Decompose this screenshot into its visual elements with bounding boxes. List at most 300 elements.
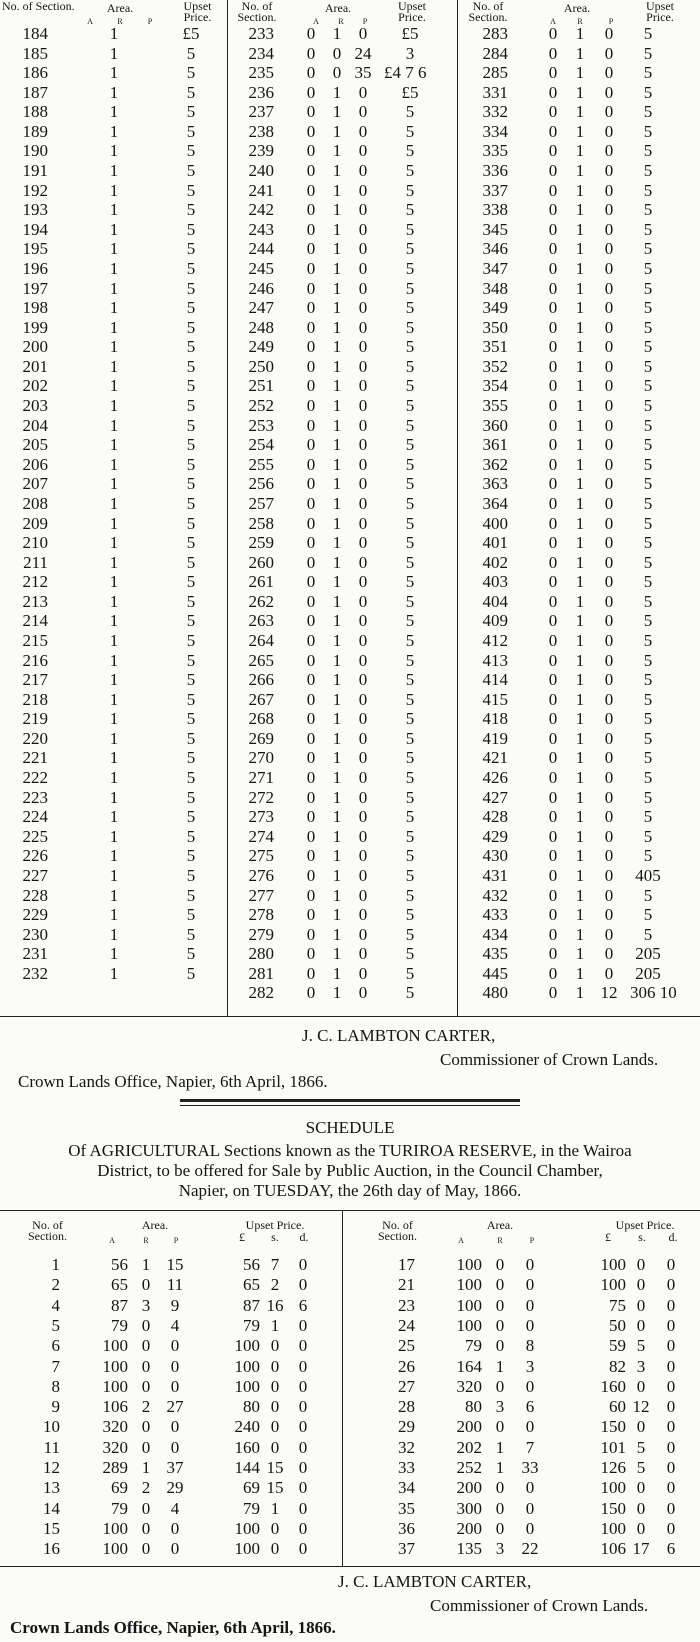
upset-price: 5 [405,435,415,455]
area-roods: 1 [332,885,342,905]
area-roods: 1 [332,924,342,944]
area-perches: 0 [358,963,368,983]
area-perches: 0 [604,689,614,709]
area-acres: 0 [306,826,316,846]
table-bottom-rule [0,1016,700,1017]
section-number: 272 [248,787,274,807]
section-number: 231 [22,944,48,964]
upset-price: 5 [643,924,653,944]
price-pounds: 126 [600,1458,626,1477]
price-pounds: 80 [243,1397,260,1417]
price-pence: 0 [298,1478,308,1498]
upset-price: 5 [643,43,653,63]
area-acres: 1 [109,768,119,788]
section-number: 270 [248,748,274,768]
section-number: 277 [248,885,274,905]
area-acres: 0 [548,102,558,122]
area-acres: 1 [109,298,119,318]
section-number: 349 [482,298,508,318]
area-roods: 1 [332,258,342,278]
area-perches: 0 [358,728,368,748]
section-number: 260 [248,552,274,572]
area-perches: 15 [166,1255,184,1274]
upset-price: 5 [643,533,653,553]
upset-price: 5 [186,121,196,141]
upset-price: 5 [643,258,653,278]
section-number: 232 [22,963,48,983]
area-roods: 0 [495,1498,505,1518]
section-number: 403 [482,572,508,592]
area-perches: 0 [604,591,614,611]
section-number: 271 [248,768,274,788]
upset-price: 5 [186,258,196,278]
price-shillings: 15 [266,1478,284,1498]
area-roods: 1 [575,650,585,670]
price-pounds: 100 [234,1518,260,1538]
upset-price: 5 [186,865,196,885]
section-number: 278 [248,905,274,925]
section-number: 34 [398,1478,415,1498]
area-roods: 1 [332,278,342,298]
section-number: 236 [248,82,274,102]
area-perches: 0 [604,298,614,318]
price-pounds: 100 [234,1336,260,1356]
area-acres: 0 [306,709,316,729]
area-roods: 1 [332,121,342,141]
header-area-2: Area. [324,1,352,15]
upset-price: 5 [186,493,196,513]
upset-price: 5 [643,317,653,337]
area-perches: 0 [358,278,368,298]
price-pounds: 160 [234,1437,260,1457]
area-acres: 1 [109,474,119,494]
header-price-3: Upset Price. [646,0,674,24]
area-roods: 3 [495,1539,505,1559]
upset-price: 5 [186,591,196,611]
header-a-1: A [87,17,93,26]
area-perches: 0 [358,689,368,709]
area-acres: 1 [109,82,119,102]
area-acres: 0 [306,200,316,220]
area-perches: 0 [358,258,368,278]
section-number: 258 [248,513,274,533]
upset-price: 5 [405,826,415,846]
section-number: 13 [43,1478,60,1498]
area-acres: 56 [111,1255,128,1274]
price-shillings: 0 [636,1518,646,1538]
area-acres: 100 [102,1356,128,1376]
area-acres: 0 [306,768,316,788]
area-acres: 0 [548,787,558,807]
area-roods: 1 [575,728,585,748]
area-acres: 0 [548,239,558,259]
section-number: 346 [482,239,508,259]
area-perches: 0 [604,337,614,357]
area-perches: 33 [521,1458,539,1477]
schedule-heading: SCHEDULE [305,1118,395,1137]
area-roods: 1 [575,944,585,964]
price-shillings: 1 [270,1498,280,1518]
area-acres: 0 [306,356,316,376]
upset-price: 5 [186,748,196,768]
sched-header-p-left: P [173,1236,179,1245]
area-perches: 0 [604,454,614,474]
area-perches: 0 [604,121,614,141]
area-roods: 1 [575,807,585,827]
area-acres: 87 [111,1295,128,1315]
area-acres: 0 [548,983,558,1003]
section-number: 209 [22,513,48,533]
price-shillings: 0 [636,1417,646,1437]
sched-header-shillings-left: s. [271,1230,279,1244]
section-number: 285 [482,63,508,83]
upset-price: 5 [405,768,415,788]
area-perches: 4 [170,1315,180,1335]
section-number: 229 [22,905,48,925]
upset-price: 5 [405,709,415,729]
area-perches: 0 [525,1255,535,1274]
section-number: 206 [22,454,48,474]
area-roods: 1 [332,963,342,983]
area-acres: 0 [306,239,316,259]
area-perches: 7 [525,1437,535,1457]
area-acres: 0 [306,493,316,513]
area-roods: 1 [332,219,342,239]
area-acres: 135 [456,1539,482,1559]
section-number: 409 [482,611,508,631]
upset-price: 5 [405,670,415,690]
area-acres: 0 [306,396,316,416]
upset-price: 5 [643,356,653,376]
area-roods: 1 [575,396,585,416]
upset-price: 5 [186,513,196,533]
price-shillings: 0 [636,1498,646,1518]
area-acres: 0 [306,278,316,298]
area-perches: 0 [604,826,614,846]
section-number: 235 [248,63,274,83]
area-roods: 1 [332,552,342,572]
area-roods: 1 [332,826,342,846]
double-rule-top [180,1099,520,1102]
price-pounds: 100 [600,1478,626,1498]
area-acres: 100 [102,1376,128,1396]
area-roods: 0 [141,1518,151,1538]
header-a-3: A [550,17,556,26]
area-perches: 0 [170,1356,180,1376]
price-pence: 0 [298,1417,308,1437]
area-acres: 65 [111,1275,128,1295]
section-number: 249 [248,337,274,357]
area-roods: 1 [575,846,585,866]
area-roods: 1 [332,513,342,533]
section-number: 255 [248,454,274,474]
upset-price: 5 [643,513,653,533]
area-perches: 0 [604,24,614,43]
area-roods: 1 [332,82,342,102]
section-number: 275 [248,846,274,866]
price-pence: 0 [666,1376,676,1396]
section-number: 252 [248,396,274,416]
area-perches: 12 [600,983,618,1003]
area-acres: 0 [306,611,316,631]
area-roods: 1 [575,787,585,807]
area-acres: 1 [109,865,119,885]
upset-price: 5 [643,905,653,925]
upset-price: 5 [405,161,415,181]
section-number: 279 [248,924,274,944]
section-number: 11 [43,1437,60,1457]
area-roods: 1 [332,24,342,43]
area-roods: 1 [141,1458,151,1477]
area-acres: 1 [109,963,119,983]
sched-header-r-left: R [143,1236,149,1245]
area-roods: 1 [141,1255,151,1274]
area-perches: 0 [358,337,368,357]
price-shillings: 16 [266,1295,284,1315]
upset-price: 5 [405,944,415,964]
signature-title: Commissioner of Crown Lands. [440,1050,659,1069]
area-perches: 0 [604,670,614,690]
upset-price: 5 [643,63,653,83]
area-acres: 1 [109,435,119,455]
upset-price: 5 [186,180,196,200]
area-perches: 0 [604,376,614,396]
area-roods: 3 [141,1295,151,1315]
price-pence: 0 [666,1295,676,1315]
price-shillings: 5 [636,1458,646,1477]
section-number: 334 [482,121,508,141]
area-roods: 1 [332,689,342,709]
price-pounds: 50 [609,1315,626,1335]
area-perches: 0 [525,1376,535,1396]
area-acres: 0 [306,924,316,944]
area-perches: 0 [358,298,368,318]
area-acres: 1 [109,258,119,278]
area-perches: 0 [358,239,368,259]
area-acres: 1 [109,709,119,729]
area-acres: 100 [456,1315,482,1335]
area-perches: 0 [358,356,368,376]
area-roods: 0 [141,1336,151,1356]
section-number: 203 [22,396,48,416]
price-pence: 0 [298,1255,308,1274]
area-perches: 0 [604,43,614,63]
upset-price: 5 [643,630,653,650]
upset-price: 5 [186,278,196,298]
area-roods: 1 [575,102,585,122]
area-acres: 0 [548,650,558,670]
section-number: 273 [248,807,274,827]
area-acres: 0 [548,885,558,905]
upset-price: 5 [186,200,196,220]
area-roods: 1 [332,709,342,729]
section-number: 257 [248,493,274,513]
price-shillings: 12 [632,1397,650,1417]
section-number: 226 [22,846,48,866]
area-roods: 1 [332,591,342,611]
section-number: 186 [22,63,48,83]
section-number: 335 [482,141,508,161]
price-pounds: 65 [243,1275,260,1295]
area-roods: 1 [575,924,585,944]
upset-price: 5 [643,650,653,670]
section-number: 247 [248,298,274,318]
header-section-1: No. of Section. [2,0,75,13]
area-perches: 0 [525,1498,535,1518]
column-divider [227,0,228,1016]
area-roods: 2 [141,1478,151,1498]
area-perches: 22 [521,1539,539,1559]
section-number: 202 [22,376,48,396]
sched-header-section-right: No. of Section. [378,1218,417,1243]
section-number: 210 [22,533,48,553]
area-acres: 0 [306,787,316,807]
section-number: 401 [482,533,508,553]
upset-price: 5 [405,219,415,239]
area-perches: 0 [358,905,368,925]
section-number: 4 [51,1295,60,1315]
upset-price: 5 [643,82,653,102]
section-number: 400 [482,513,508,533]
area-perches: 0 [358,807,368,827]
upset-price: 306 10 [630,983,677,1003]
area-roods: 1 [575,121,585,141]
area-perches: 0 [604,493,614,513]
upset-price: 5 [186,435,196,455]
area-acres: 0 [548,317,558,337]
upset-price: 5 [405,180,415,200]
area-acres: 0 [306,63,316,83]
area-roods: 1 [575,572,585,592]
area-acres: 200 [456,1417,482,1437]
header-r-3: R [577,17,583,26]
price-shillings: 5 [636,1336,646,1356]
header-p-1: P [147,17,153,26]
office-line-2: Crown Lands Office, Napier, 6th April, 1866. [10,1618,336,1637]
area-acres: 1 [109,141,119,161]
price-shillings: 0 [636,1255,646,1274]
section-number: 244 [248,239,274,259]
sched-header-section-left: No. of Section. [28,1218,67,1243]
area-acres: 0 [548,141,558,161]
header-section-3: No. of Section. [468,0,508,24]
area-perches: 0 [604,865,614,885]
upset-price: 5 [186,141,196,161]
upset-price: 5 [405,865,415,885]
area-roods: 1 [575,885,585,905]
section-number: 345 [482,219,508,239]
area-roods: 1 [575,415,585,435]
area-perches: 0 [604,572,614,592]
sched-header-pence-right: d. [668,1230,678,1244]
section-number: 221 [22,748,48,768]
schedule-line-3: Napier, on TUESDAY, the 26th day of May, 1866. [178,1181,522,1200]
price-pounds: 160 [600,1376,626,1396]
area-perches: 0 [604,963,614,983]
upset-price: 5 [643,709,653,729]
area-roods: 0 [495,1295,505,1315]
section-number: 23 [398,1295,415,1315]
area-roods: 1 [575,983,585,1003]
section-number: 222 [22,768,48,788]
sched-header-area-left: Area. [141,1218,169,1232]
area-roods: 1 [575,513,585,533]
area-acres: 1 [109,396,119,416]
sched-header-a-right: A [458,1236,464,1245]
area-acres: 0 [306,121,316,141]
area-roods: 1 [575,258,585,278]
area-acres: 320 [456,1376,482,1396]
section-number: 264 [248,630,274,650]
double-rule-bottom [180,1105,520,1106]
area-acres: 1 [109,200,119,220]
area-perches: 0 [358,709,368,729]
upset-price: 5 [186,552,196,572]
price-shillings: 0 [636,1275,646,1295]
area-roods: 1 [332,807,342,827]
section-number: 220 [22,728,48,748]
price-pounds: 100 [600,1518,626,1538]
upset-price: 405 [635,865,661,885]
area-acres: 0 [548,415,558,435]
upset-price: 5 [405,885,415,905]
area-perches: 0 [358,161,368,181]
section-number: 427 [482,787,508,807]
area-perches: 0 [604,474,614,494]
upset-price: 5 [186,611,196,631]
header-p-2: P [362,17,368,26]
area-roods: 1 [575,337,585,357]
section-number: 480 [482,983,508,1003]
area-perches: 0 [170,1336,180,1356]
section-number: 194 [22,219,48,239]
area-perches: 0 [604,728,614,748]
section-number: 245 [248,258,274,278]
price-pence: 0 [298,1376,308,1396]
upset-price: 5 [405,317,415,337]
area-perches: 0 [604,63,614,83]
area-roods: 1 [575,826,585,846]
area-roods: 1 [575,748,585,768]
upset-price: £4 7 6 [384,63,427,83]
area-acres: 0 [306,415,316,435]
area-roods: 0 [495,1376,505,1396]
area-perches: 0 [358,748,368,768]
area-acres: 0 [548,748,558,768]
price-pounds: 100 [600,1275,626,1295]
area-roods: 1 [575,43,585,63]
area-acres: 1 [109,728,119,748]
area-perches: 0 [170,1518,180,1538]
area-acres: 100 [456,1295,482,1315]
section-number: 267 [248,689,274,709]
area-roods: 0 [141,1356,151,1376]
area-acres: 0 [548,161,558,181]
area-roods: 1 [332,728,342,748]
area-perches: 11 [166,1275,184,1295]
section-number: 250 [248,356,274,376]
section-number: 402 [482,552,508,572]
area-perches: 0 [604,885,614,905]
header-area-1: Area. [106,1,134,15]
section-number: 284 [482,43,508,63]
area-perches: 0 [170,1417,180,1437]
area-roods: 1 [332,983,342,1003]
price-pounds: 75 [609,1295,626,1315]
area-acres: 0 [306,905,316,925]
area-acres: 0 [306,670,316,690]
area-roods: 1 [332,533,342,553]
